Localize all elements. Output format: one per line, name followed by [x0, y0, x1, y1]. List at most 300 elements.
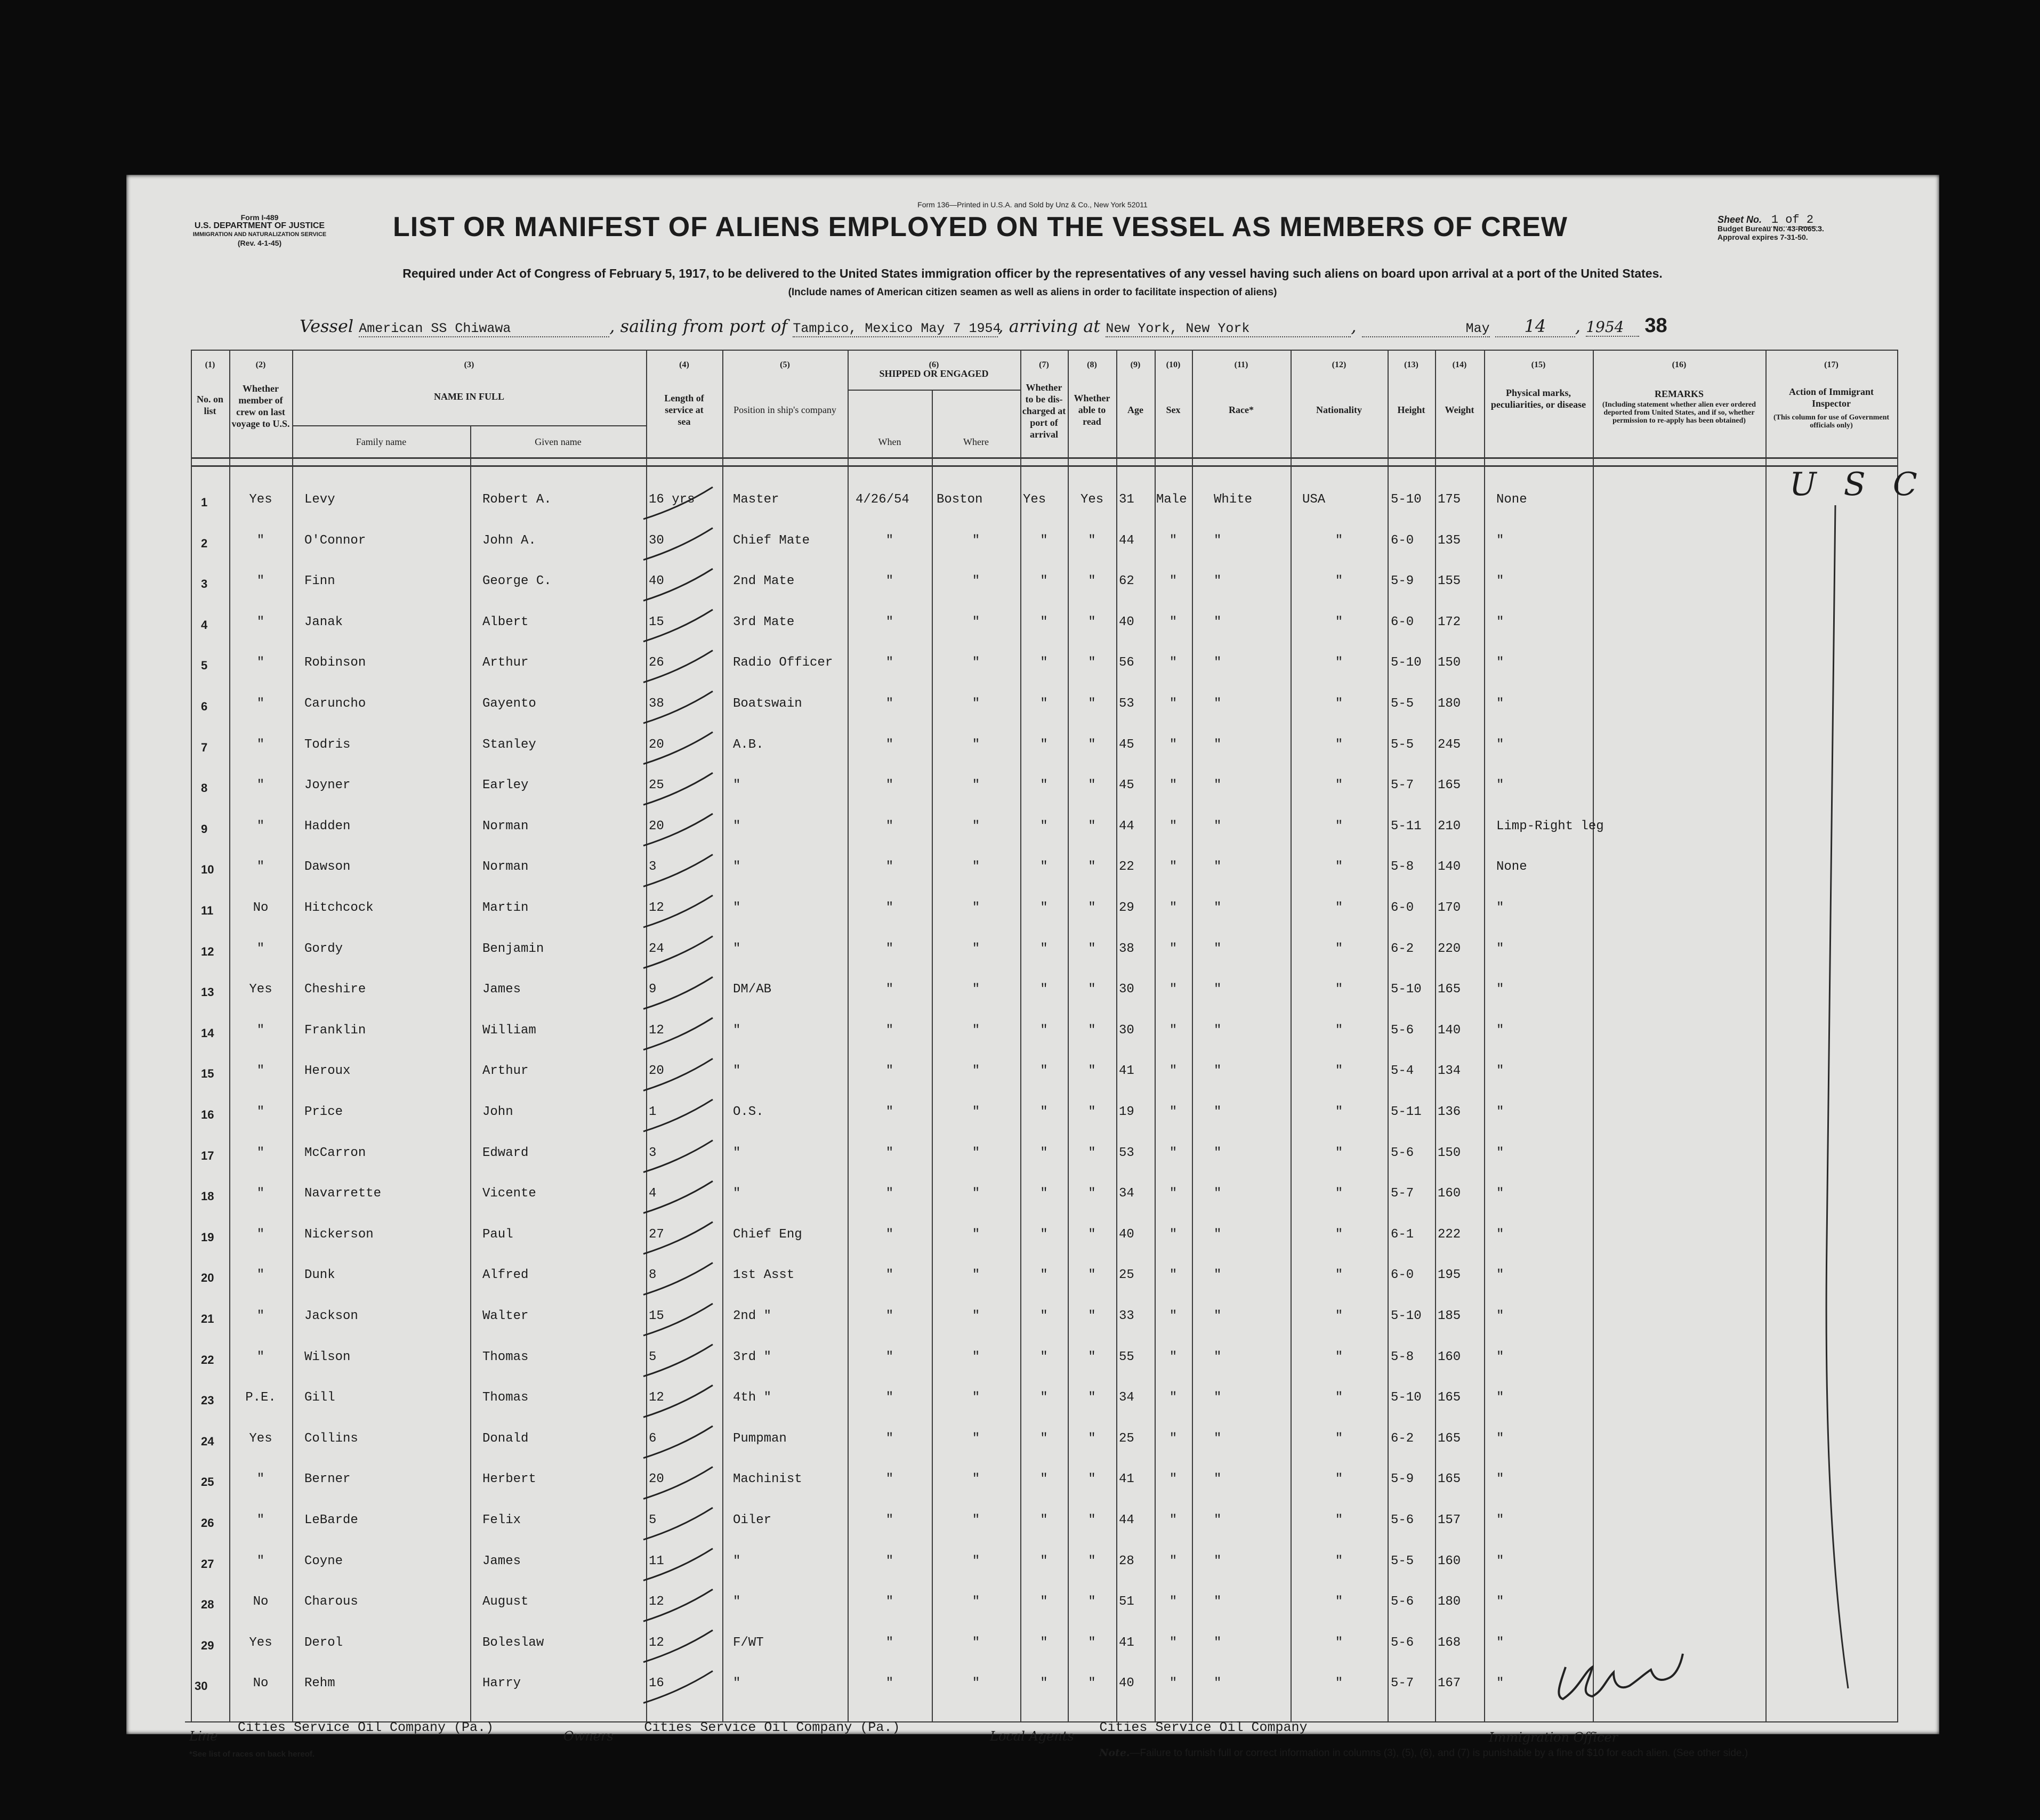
shipped-when-cell: " [885, 697, 894, 711]
handwritten-marks [126, 175, 1939, 1734]
service-check-mark [643, 487, 713, 519]
shipped-when-cell: " [885, 1268, 894, 1283]
col-num-9: (9) [1130, 360, 1141, 369]
physical-marks-cell: None [1496, 860, 1527, 875]
physical-marks-cell: " [1496, 1145, 1504, 1160]
age-cell: 44 [1119, 1513, 1134, 1527]
nationality-cell: " [1335, 1390, 1343, 1405]
shipped-where-cell: " [972, 819, 980, 834]
shipped-where-cell: " [972, 778, 980, 793]
physical-marks-cell: " [1496, 1186, 1504, 1201]
physical-marks-cell: " [1496, 614, 1504, 629]
nationality-cell: " [1335, 1309, 1343, 1323]
row-number-cell: 21 [201, 1312, 214, 1325]
family-name-cell: Derol [304, 1635, 343, 1650]
stamp-number: 38 [1644, 314, 1667, 337]
able-to-read-cell: " [1088, 1268, 1096, 1283]
race-cell: " [1214, 1186, 1222, 1201]
given-name-cell: Martin [482, 901, 529, 915]
col-num-15: (15) [1531, 360, 1546, 369]
departure-field: Tampico, Mexico May 7 1954 [793, 321, 1001, 336]
weight-cell: 185 [1438, 1309, 1461, 1323]
row-number-cell: 13 [201, 985, 214, 999]
form-subtitle: Required under Act of Congress of February 5, 1917, to be delivered to the United States immigration officer by the representatives of any vessel having such aliens on board upon arrival at a port of the United States. [402, 266, 1663, 280]
family-name-cell: Price [304, 1105, 343, 1119]
sex-cell: " [1169, 1145, 1178, 1160]
family-name-cell: Dunk [304, 1268, 335, 1283]
discharged-cell: " [1040, 737, 1048, 752]
nationality-cell: USA [1302, 492, 1326, 507]
nationality-cell: " [1335, 1676, 1343, 1691]
service-check-mark [643, 1222, 713, 1254]
age-cell: 40 [1119, 1676, 1134, 1691]
weight-cell: 155 [1438, 574, 1461, 589]
row-number-cell: 24 [201, 1434, 214, 1448]
age-cell: 55 [1119, 1349, 1134, 1364]
weight-cell: 170 [1438, 901, 1461, 915]
position-cell: Master [733, 492, 779, 507]
discharged-cell: " [1040, 1145, 1048, 1160]
voyage-line: Vessel American SS Chiwawa , sailing from port of Tampico, Mexico May 7 1954, arriving at New York, New York , May 14 , 1954 38 [300, 314, 1667, 337]
given-name-cell: Harry [482, 1676, 521, 1691]
height-cell: 5-8 [1391, 1349, 1414, 1364]
shipped-when-cell: " [885, 614, 894, 629]
note-label: Note. [1099, 1747, 1130, 1759]
nationality-cell: " [1335, 1595, 1343, 1609]
col-num-7: (7) [1039, 360, 1049, 369]
discharged-cell: " [1040, 1595, 1048, 1609]
race-cell: " [1214, 1227, 1222, 1242]
crew-status-cell: Yes [249, 982, 272, 997]
position-cell: " [733, 819, 741, 834]
service-length-cell: 12 [649, 1635, 664, 1650]
physical-marks-cell: " [1496, 1431, 1504, 1446]
shipped-where-cell: " [972, 1145, 980, 1160]
sex-cell: " [1169, 697, 1178, 711]
weight-cell: 134 [1438, 1064, 1461, 1079]
sex-cell: " [1169, 1390, 1178, 1405]
given-name-cell: George C. [482, 574, 552, 589]
crew-status-cell: No [253, 1595, 269, 1609]
col-num-3: (3) [464, 360, 474, 369]
header-remarks: REMARKS [1654, 389, 1704, 399]
given-name-cell: Vicente [482, 1186, 536, 1201]
sex-cell: " [1169, 1472, 1178, 1487]
physical-marks-cell: " [1496, 1554, 1504, 1568]
race-cell: " [1214, 1023, 1222, 1038]
sex-cell: " [1169, 1635, 1178, 1650]
age-cell: 30 [1119, 982, 1134, 997]
shipped-where-cell: " [972, 860, 980, 875]
shipped-when-cell: 4/26/54 [856, 492, 909, 507]
service-check-mark [643, 1589, 713, 1621]
able-to-read-cell: " [1088, 1513, 1096, 1527]
given-name-cell: Edward [482, 1145, 529, 1160]
race-cell: " [1214, 1268, 1222, 1283]
service-check-mark [643, 1181, 713, 1213]
weight-cell: 220 [1438, 941, 1461, 956]
sex-cell: " [1169, 574, 1178, 589]
shipped-when-cell: " [885, 1431, 894, 1446]
service-length-cell: 11 [649, 1554, 664, 1568]
discharged-cell: " [1040, 941, 1048, 956]
able-to-read-cell: " [1088, 697, 1096, 711]
able-to-read-cell: " [1088, 1595, 1096, 1609]
col-num-11: (11) [1234, 360, 1248, 369]
row-number-cell: 22 [201, 1353, 214, 1366]
nationality-cell: " [1335, 1635, 1343, 1650]
age-cell: 44 [1119, 819, 1134, 834]
service-check-mark [643, 1140, 713, 1172]
service-check-mark [643, 895, 713, 927]
row-number-cell: 6 [201, 700, 208, 713]
shipped-when-cell: " [885, 1390, 894, 1405]
family-name-cell: Caruncho [304, 697, 366, 711]
sex-cell: " [1169, 778, 1178, 793]
service-check-mark [643, 528, 713, 560]
race-cell: " [1214, 1554, 1222, 1568]
crew-status-cell: " [256, 737, 265, 752]
shipped-where-cell: " [972, 737, 980, 752]
crew-status-cell: P.E. [245, 1390, 276, 1405]
nationality-cell: " [1335, 697, 1343, 711]
race-cell: " [1214, 819, 1222, 834]
service-check-mark [643, 1058, 713, 1090]
discharged-cell: " [1040, 1472, 1048, 1487]
sex-cell: " [1169, 1595, 1178, 1609]
service-length-cell: 20 [649, 1064, 664, 1079]
position-cell: " [733, 778, 741, 793]
height-cell: 5-7 [1391, 1186, 1414, 1201]
sheet-label: Sheet No. [1718, 214, 1762, 225]
crew-status-cell: " [256, 1023, 265, 1038]
height-cell: 5-6 [1391, 1595, 1414, 1609]
position-cell: " [733, 860, 741, 875]
height-cell: 5-6 [1391, 1145, 1414, 1160]
race-cell: " [1214, 1064, 1222, 1079]
weight-cell: 210 [1438, 819, 1461, 834]
nationality-cell: " [1335, 656, 1343, 670]
discharged-cell: " [1040, 1635, 1048, 1650]
able-to-read-cell: " [1088, 941, 1096, 956]
age-cell: 41 [1119, 1064, 1134, 1079]
position-cell: 4th " [733, 1390, 772, 1405]
crew-status-cell: " [256, 1349, 265, 1364]
sex-cell: " [1169, 1268, 1178, 1283]
col-num-17: (17) [1824, 360, 1839, 369]
weight-cell: 160 [1438, 1186, 1461, 1201]
able-to-read-cell: Yes [1081, 492, 1104, 507]
race-cell: " [1214, 1513, 1222, 1527]
department-name: U.S. DEPARTMENT OF JUSTICE [194, 221, 325, 230]
sex-cell: " [1169, 614, 1178, 629]
race-cell: White [1214, 492, 1253, 507]
age-cell: 45 [1119, 778, 1134, 793]
shipped-when-cell: " [885, 1227, 894, 1242]
position-cell: Chief Mate [733, 533, 810, 548]
position-cell: " [733, 1145, 741, 1160]
crew-status-cell: " [256, 778, 265, 793]
crew-status-cell: " [256, 1309, 265, 1323]
shipped-where-cell: " [972, 1186, 980, 1201]
col-num-6: (6) [929, 360, 939, 369]
able-to-read-cell: " [1088, 614, 1096, 629]
header-race: Race* [1229, 405, 1254, 415]
discharged-cell: Yes [1023, 492, 1046, 507]
sex-cell: " [1169, 1105, 1178, 1119]
race-cell: " [1214, 1472, 1222, 1487]
crew-status-cell: Yes [249, 1431, 272, 1446]
weight-cell: 165 [1438, 1472, 1461, 1487]
weight-cell: 150 [1438, 656, 1461, 670]
weight-cell: 136 [1438, 1105, 1461, 1119]
age-cell: 19 [1119, 1105, 1134, 1119]
header-height: Height [1397, 405, 1425, 415]
agents-value: Cities Service Oil Company [1099, 1720, 1308, 1735]
inspector-mark: U S C [1789, 466, 1926, 503]
row-number-cell: 28 [201, 1598, 214, 1612]
header-given-name: Given name [535, 436, 582, 447]
family-name-cell: Collins [304, 1431, 358, 1446]
family-name-cell: Franklin [304, 1023, 366, 1038]
sex-cell: Male [1156, 492, 1187, 507]
position-cell: F/WT [733, 1635, 764, 1650]
header-discharged: Whether to be dis-charged at port of arrival [1022, 382, 1066, 440]
given-name-cell: Earley [482, 778, 529, 793]
service-check-mark [643, 977, 713, 1009]
height-cell: 5-6 [1391, 1023, 1414, 1038]
age-cell: 40 [1119, 1227, 1134, 1242]
row-number-cell: 10 [201, 863, 214, 877]
discharged-cell: " [1040, 1064, 1048, 1079]
printer-line: Form 136—Printed in U.S.A. and Sold by Unz & Co., New York 52011 [917, 200, 1148, 209]
header-inspector-note: (This column for use of Government officials only) [1773, 414, 1890, 430]
position-cell: " [733, 1595, 741, 1609]
discharged-cell: " [1040, 656, 1048, 670]
shipped-when-cell: " [885, 1145, 894, 1160]
height-cell: 5-6 [1391, 1635, 1414, 1650]
row-number-cell: 4 [201, 618, 208, 632]
arrival-month-field: May [1362, 321, 1490, 337]
shipped-where-cell: " [972, 574, 980, 589]
family-name-cell: Finn [304, 574, 335, 589]
header-remarks-note: (Including statement whether alien ever ordered deported from United States, and if so, whether permission to re-apply has been obtained) [1602, 401, 1756, 425]
able-to-read-cell: " [1088, 1472, 1096, 1487]
vessel-name-field: American SS Chiwawa [359, 321, 609, 337]
service-check-mark [643, 773, 713, 805]
height-cell: 5-10 [1391, 1309, 1422, 1323]
inspector-vertical-line [1826, 505, 1848, 1688]
height-cell: 5-7 [1391, 778, 1414, 793]
position-cell: DM/AB [733, 982, 772, 997]
able-to-read-cell: " [1088, 1431, 1096, 1446]
able-to-read-cell: " [1088, 1186, 1096, 1201]
service-check-mark [643, 1018, 713, 1050]
crew-status-cell: Yes [249, 492, 272, 507]
age-cell: 62 [1119, 574, 1134, 589]
service-length-cell: 12 [649, 1023, 664, 1038]
height-cell: 5-9 [1391, 574, 1414, 589]
crew-status-cell: " [256, 1145, 265, 1160]
physical-marks-cell: " [1496, 778, 1504, 793]
header-physical-marks: Physical marks, peculiarities, or disease [1490, 387, 1586, 410]
able-to-read-cell: " [1088, 1064, 1096, 1079]
height-cell: 5-11 [1391, 819, 1422, 834]
shipped-when-cell: " [885, 533, 894, 548]
able-to-read-cell: " [1088, 860, 1096, 875]
given-name-cell: Benjamin [482, 941, 544, 956]
given-name-cell: Donald [482, 1431, 529, 1446]
service-name: IMMIGRATION AND NATURALIZATION SERVICE [192, 231, 327, 238]
physical-marks-cell: " [1496, 1349, 1504, 1364]
family-name-cell: Heroux [304, 1064, 351, 1079]
row-number-cell: 3 [201, 577, 208, 591]
age-cell: 29 [1119, 901, 1134, 915]
weight-cell: 222 [1438, 1227, 1461, 1242]
shipped-when-cell: " [885, 1349, 894, 1364]
sex-cell: " [1169, 737, 1178, 752]
nationality-cell: " [1335, 901, 1343, 915]
shipped-where-cell: " [972, 1227, 980, 1242]
discharged-cell: " [1040, 1268, 1048, 1283]
sex-cell: " [1169, 819, 1178, 834]
owners-value: Cities Service Oil Company (Pa.) [644, 1720, 900, 1735]
nationality-cell: " [1335, 1023, 1343, 1038]
arrival-year-field: 1954 [1586, 318, 1639, 337]
physical-marks-cell: " [1496, 533, 1504, 548]
physical-marks-cell: " [1496, 1472, 1504, 1487]
service-length-cell: 16 [649, 1676, 664, 1691]
service-length-cell: 12 [649, 1390, 664, 1405]
discharged-cell: " [1040, 1227, 1048, 1242]
able-to-read-cell: " [1088, 819, 1096, 834]
position-cell: 3rd " [733, 1349, 772, 1364]
sex-cell: " [1169, 1309, 1178, 1323]
height-cell: 6-0 [1391, 533, 1414, 548]
given-name-cell: Thomas [482, 1349, 529, 1364]
given-name-cell: Herbert [482, 1472, 536, 1487]
height-cell: 6-0 [1391, 901, 1414, 915]
age-cell: 45 [1119, 737, 1134, 752]
age-cell: 40 [1119, 614, 1134, 629]
given-name-cell: Stanley [482, 737, 536, 752]
weight-cell: 245 [1438, 737, 1461, 752]
family-name-cell: Robinson [304, 656, 366, 670]
service-check-mark [643, 1385, 713, 1417]
discharged-cell: " [1040, 778, 1048, 793]
height-cell: 5-5 [1391, 697, 1414, 711]
service-check-mark [643, 814, 713, 846]
col-num-5: (5) [780, 360, 790, 369]
row-number-cell: 12 [201, 944, 214, 958]
sex-cell: " [1169, 1676, 1178, 1691]
race-cell: " [1214, 778, 1222, 793]
weight-cell: 140 [1438, 1023, 1461, 1038]
service-check-mark [643, 1304, 713, 1336]
row-number-cell: 8 [201, 781, 208, 795]
position-cell: " [733, 1186, 741, 1201]
sex-cell: " [1169, 1023, 1178, 1038]
age-cell: 51 [1119, 1595, 1134, 1609]
family-name-cell: McCarron [304, 1145, 366, 1160]
family-name-cell: Nickerson [304, 1227, 374, 1242]
sex-cell: " [1169, 1513, 1178, 1527]
header-inspector-action: Action of Immigrant Inspector [1789, 386, 1874, 409]
shipped-where-cell: " [972, 656, 980, 670]
race-cell: " [1214, 1309, 1222, 1323]
note-text: —Failure to furnish full or correct information in columns (3), (5), (6), and (7) is punishable by a fine of $10 for each alien. (See other side.) [1130, 1748, 1748, 1759]
shipped-where-cell: " [972, 1635, 980, 1650]
crew-status-cell: " [256, 1554, 265, 1568]
race-cell: " [1214, 1390, 1222, 1405]
physical-marks-cell: " [1496, 1105, 1504, 1119]
form-subnote: (Include names of American citizen seamen as well as aliens in order to facilitate inspection of aliens) [788, 287, 1277, 298]
col-num-2: (2) [255, 360, 266, 369]
weight-cell: 165 [1438, 1390, 1461, 1405]
shipped-where-cell: " [972, 1023, 980, 1038]
weight-cell: 172 [1438, 614, 1461, 629]
weight-cell: 135 [1438, 533, 1461, 548]
shipped-where-cell: " [972, 1064, 980, 1079]
given-name-cell: Gayento [482, 697, 536, 711]
shipped-when-cell: " [885, 656, 894, 670]
shipped-when-cell: " [885, 778, 894, 793]
weight-cell: 165 [1438, 1431, 1461, 1446]
sex-cell: " [1169, 901, 1178, 915]
sex-cell: " [1169, 656, 1178, 670]
shipped-when-cell: " [885, 1186, 894, 1201]
service-check-mark [643, 691, 713, 723]
height-cell: 5-6 [1391, 1513, 1414, 1527]
service-check-mark [643, 1426, 713, 1458]
race-cell: " [1214, 614, 1222, 629]
nationality-cell: " [1335, 1145, 1343, 1160]
family-name-cell: Gordy [304, 941, 343, 956]
physical-marks-cell: " [1496, 1023, 1504, 1038]
physical-marks-cell: " [1496, 1676, 1504, 1691]
able-to-read-cell: " [1088, 1635, 1096, 1650]
weight-cell: 140 [1438, 860, 1461, 875]
able-to-read-cell: " [1088, 901, 1096, 915]
discharged-cell: " [1040, 1431, 1048, 1446]
position-cell: A.B. [733, 737, 764, 752]
owners-label: Owners [563, 1729, 614, 1744]
header-name-in-full: NAME IN FULL [433, 391, 504, 402]
height-cell: 5-4 [1391, 1064, 1414, 1079]
nationality-cell: " [1335, 737, 1343, 752]
shipped-where-cell: " [972, 1349, 980, 1364]
race-cell: " [1214, 697, 1222, 711]
discharged-cell: " [1040, 1023, 1048, 1038]
height-cell: 5-9 [1391, 1472, 1414, 1487]
age-cell: 53 [1119, 1145, 1134, 1160]
service-length-cell: 20 [649, 737, 664, 752]
crew-status-cell: " [256, 697, 265, 711]
position-cell: 3rd Mate [733, 614, 795, 629]
row-number-cell: 18 [201, 1190, 214, 1203]
service-length-cell: 15 [649, 614, 664, 629]
given-name-cell: Robert A. [482, 492, 552, 507]
race-cell: " [1214, 1349, 1222, 1364]
family-name-cell: Janak [304, 614, 343, 629]
nationality-cell: " [1335, 1186, 1343, 1201]
sex-cell: " [1169, 533, 1178, 548]
position-cell: Radio Officer [733, 656, 833, 670]
age-cell: 38 [1119, 941, 1134, 956]
discharged-cell: " [1040, 533, 1048, 548]
height-cell: 5-10 [1391, 982, 1422, 997]
row-number-cell: 2 [201, 536, 208, 550]
